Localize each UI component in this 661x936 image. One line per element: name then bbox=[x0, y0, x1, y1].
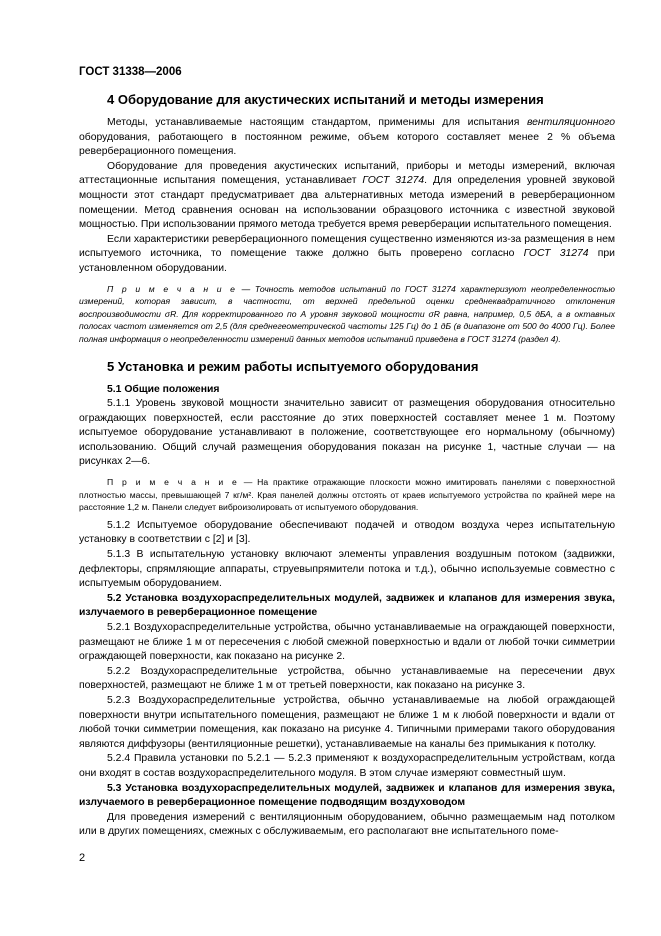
subsection-5-1-title: 5.1 Общие положения bbox=[107, 383, 220, 395]
page-number: 2 bbox=[79, 852, 86, 864]
subsection-5-2-title: 5.2 Установка воздухораспределительных модулей, задвижек и клапанов для измерения звука, излучаемого в реверберационное помещение bbox=[79, 592, 615, 619]
page-content bbox=[79, 92, 615, 840]
subsection-5-3-title: 5.3 Установка воздухораспределительных модулей, задвижек и клапанов для измерения звука, излучаемого в реверберационное помещение подводящим воздуховодом bbox=[79, 782, 615, 809]
paragraph-5-2-4: 5.2.4 Правила установки по 5.2.1 — 5.2.3 применяют к воздухораспределительным устройствам, когда они входят в состав воздухораспределительного модуля. В этом случае измеряют совместный шум. bbox=[79, 753, 615, 779]
paragraph-5-2-2: 5.2.2 Воздухораспределительные устройства, обычно устанавливаемые на пересечении двух поверхностей, размещают не ближе 1 м от третьей поверхности, как показано на рисунке 3. bbox=[79, 665, 615, 692]
section-5-title: 5 Установка и режим работы испытуемого оборудования bbox=[107, 358, 479, 374]
paragraph-5-3: Для проведения измерений с вентиляционным оборудованием, обычно размещаемым над потолком или в других помещениях, смежных с обслуживаемым, его располагают вне испытательного поме- bbox=[79, 811, 615, 838]
paragraph-5-1-3: 5.1.3 В испытательную установку включают элементы управления воздушным потоком (задвижки, дефлекторы, спрямляющие аппараты, струевыпрямители потока и т.д.), обычно используемые совместно с испытуемым оборудованием. bbox=[79, 549, 615, 590]
paragraph-5-1-2: 5.1.2 Испытуемое оборудование обеспечивают подачей и отводом воздуха через испытательную установку в соответствии с [2] и [3]. bbox=[79, 519, 615, 546]
section-4-title: 4 Оборудование для акустических испытаний и методы измерения bbox=[107, 92, 544, 107]
section-4-paragraph-3: Если характеристики реверберационного помещения существенно изменяются из-за размещения в нем испытуемого источника, то помещение также должно быть проверено согласно ГОСТ 31274 при установленном оборудовании. bbox=[79, 233, 615, 274]
section-5-note: П р и м е ч а н и е — На практике отражающие плоскости можно имитировать панелями с поверхностной плотностью массы, превышающей 7 кг/м². Края панелей должны отстоять от краев испытуемого устройства по крайней мере на расстояние 1,2 м. Панели следует виброизолировать от испытуемого оборудования. bbox=[79, 477, 615, 513]
paragraph-5-2-3: 5.2.3 Воздухораспределительные устройства, обычно устанавливаемые на любой ограждающей поверхности внутри испытательного помещения, размещают не ближе 1 м к любой поверхности и вдали от любой точки симметрии помещения, как показано на рисунке 4. Типичными примерами такого оборудования являются диффузоры (вентиляционные решетки), устанавливаемые на каналы без примыкания к потолку. bbox=[79, 694, 615, 750]
running-head: ГОСТ 31338—2006 bbox=[79, 66, 182, 78]
section-4-note: П р и м е ч а н и е — Точность методов испытаний по ГОСТ 31274 характеризуют неопределенностью измерений, которая зависит, в частности, от верхней предельной оценки среднеквадратичного отклонения воспроизводимости σR. Для корректированного по А уровня звуковой мощности σR равна, например, 0,5 дБА, а в октавных полосах частот изменяется от 2,5 (для среднегеометрической частоты 125 Гц) до 1 дБ (в диапазоне от 500 до 4000 Гц). Более полная информация о неопределенности измерений данных методов испытаний приведена в ГОСТ 31274 (раздел 4). bbox=[79, 283, 615, 344]
paragraph-5-2-1: 5.2.1 Воздухораспределительные устройства, обычно устанавливаемые на ограждающей поверхности, размещают не ближе 1 м от пересечения с любой смежной поверхностью и вдали от любой точки симметрии ограждающей поверхности, как показано на рисунке 2. bbox=[79, 622, 615, 663]
section-4-paragraph-1: Методы, устанавливаемые настоящим стандартом, применимы для испытания вентиляционного оборудования, работающего в постоянном режиме, объем которого составляет менее 2 % объема реверберационного помещения. bbox=[79, 117, 615, 158]
section-4-paragraph-2: Оборудование для проведения акустических испытаний, приборы и методы измерений, включая аттестационные испытания помещения, устанавливает ГОСТ 31274. Для определения уровней звуковой мощности этот стандарт предусматривает два альтернативных метода измерений в реверберационном помещении. Метод сравнения основан на использовании образцового источника с известной звуковой мощностью. При использовании прямого метода требуется время реверберации испытательного помещения. bbox=[79, 160, 615, 231]
paragraph-5-1-1: 5.1.1 Уровень звуковой мощности значительно зависит от размещения оборудования относительно ограждающих поверхностей, если расстояние до этих поверхностей составляет менее 1 м. Поэтому испытуемое оборудование устанавливают в положение, соответствующее его нормальному (обычному) использованию. Общий случай размещения оборудования показан на рисунке 1, частные случаи — на рисунках 2—6. bbox=[79, 398, 615, 468]
